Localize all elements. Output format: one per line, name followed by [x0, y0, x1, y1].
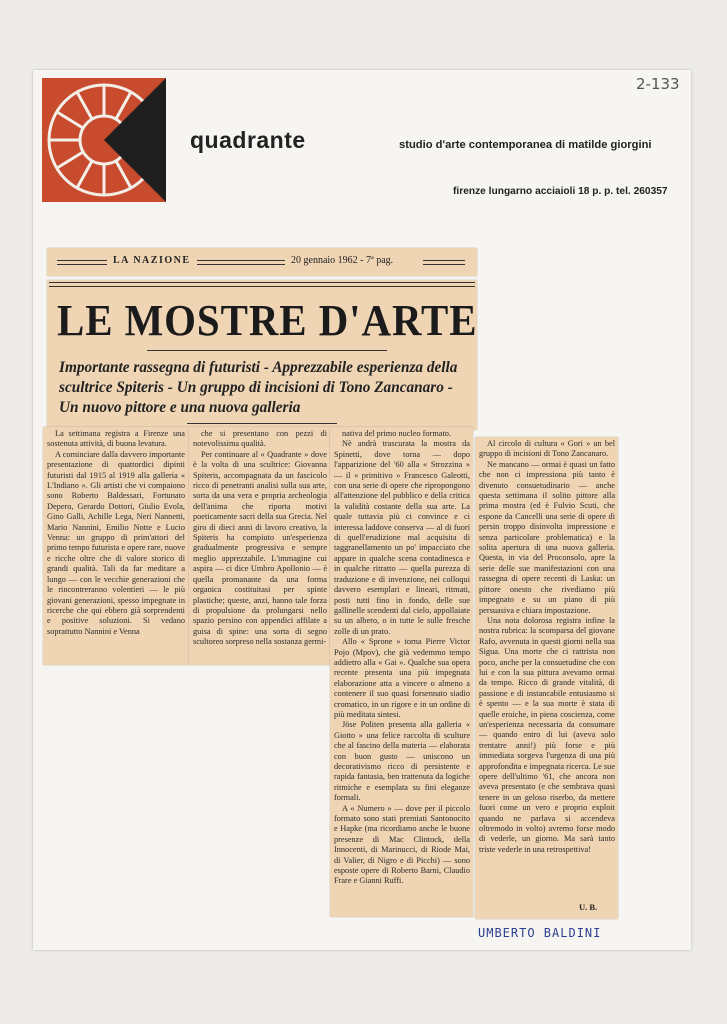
- newspaper-name: LA NAZIONE: [113, 255, 191, 266]
- paragraph: Nè andrà trascurata la mostra da Spinetti, dove torna — dopo l'apparizione del '60 alla « Strozzina » — il « primitivo » Francesco Galeotti, con una serie di opere che ripropongono all'attenzione del pubblico e della critica la validità costante della sua arte. La quale tuttavia più ci convince e ci interessa laddove conserva — al di fuori di quell'erudizione mal acquisita di taggranellamento un po' impacciato che appare in qualche scena contadinesca e in qualche ritratto — quella purezza di traduzione e di invenzione, nei colloqui davvero esemplari e lineari, ritmati, posti tutti fino in fondo, delle sue gallinelle scendenti dal cielo, appollaiate su un albero, o in tutte le sulle fresche zolle di un prato.: [334, 439, 470, 636]
- paragraph: che si presentano con pezzi di notevolissima qualità.: [193, 429, 327, 449]
- clipping-masthead: [47, 248, 477, 276]
- article-column-1: [43, 427, 189, 665]
- headline-rule: [147, 350, 387, 351]
- masthead-rule: [57, 260, 107, 265]
- newspaper-date: 20 gennaio 1962 - 7ª pag.: [291, 255, 394, 266]
- subhead-rule: [187, 423, 337, 424]
- paragraph: Ne mancano — ormai è quasi un fatto che non ci impressiona più tanto è divenuto consuetudinario — anche questa settimana il solito pittore alla prima mostra (ed è Fulvio Scuti, che espone da Cancelli una serie di opere di persin troppo disinvolta impressione e senza particolare problematica) e la solita apertura di una nuova galleria. Questa, in via del Proconsolo, apre la serie delle sue manifestazioni con una rassegna di opere recenti di Laska: un pittore onesto che rivediamo più impegnato e su un piano di più persuasiva e chiara impostazione.: [479, 459, 615, 615]
- title-rule: [49, 282, 475, 287]
- paragraph: Una nota dolorosa registra infine la nostra rubrica: la scomparsa del giovane Rafo, avvenuta in questi giorni nella sua Sigua. Una morte che ci rattrista non poco, anche per la consuetudine che con lui e con la sua pittura avevamo ormai da tempo. Ricco di grande vitalità, di passione e di instancabile entusiasmo si è spento — e la sua morte è stata di quelle eroiche, in piena coscienza, come un'esperienza necessaria da consumare — quando entro di lui (aveva solo trentatre anni!) più forse e più immediata sorgeva l'urgenza di una più approfondita e impegnata ricerca. Le sue opere dell'ultimo '61, che ancora non aveva presentato (e che sembrava quasi tenere in un geloso riserbo, da mettere fuori come un vero e proprio exploit quando ne parlava si accendeva oltremodo in volto) avremo forse modo di vederle, un giorno. Ma sarà tanto triste vederle in una retrospettiva!: [479, 615, 615, 854]
- article-subheadline: Importante rassegna di futuristi - Apprezzabile esperienza della scultrice Spiteris - Un gruppo di incisioni di Tono Zancanaro - Un nuovo pittore e una nuova galleria: [59, 359, 458, 416]
- paragraph: Jöse Politen presenta alla galleria « Giotto » una felice raccolta di sculture che al fascino della materia — elaborata con buon gusto — uniscono un decorativismo ricco di persistente e rapida fantasia, ben trattenuta da logiche ritmiche e esemplata su fini eleganze formali.: [334, 720, 470, 803]
- studio-name: studio d'arte contemporanea di matilde giorgini: [399, 139, 652, 151]
- masthead-rule: [423, 260, 465, 265]
- paragraph: A cominciare dalla davvero importante presentazione di quattordici dipinti futuristi dal 1915 al 1919 alla galleria « L'Indiano ». Gli artisti che vi compaiono sono Roberto Baldessari, Fortunato Depero, Gerardo Dottori, Giulio Evola, Gino Galli, Achille Lega, Neri Nannetti, Mario Nannini, Emilio Notte e Lucio Venna: un gruppo di prim'attori del primo tempo futurista e opere rare, nuove e ricche oltre che di valore storico di grandi qualità. Tali da far meditare a lungo — con le vecchie generazioni che le rincontreranno volentieri — le più giovani generazioni, spesso impegnate in ricerche che qui ebbero già sorprendenti e positive soluzioni. Si vedano soprattutto Nannini e Venna: [47, 449, 185, 636]
- archive-number: 2-133: [636, 75, 680, 93]
- paragraph: A « Numero » — dove per il piccolo formato sono stati premiati Santonocito e Hapke (ma ricordiamo anche le buone presenze di Mac Clintock, della Innocenti, di Marinucci, di Riode Mai, di Valier, di Nigro e di Picchi) — sono esposte opere di Roberto Barni, Claudio Frare e Gianni Ruffi.: [334, 803, 470, 886]
- brand-name: quadrante: [190, 127, 306, 153]
- quadrante-logo: [42, 78, 166, 202]
- studio-address: firenze lungarno acciaioli 18 p. p. tel. 260357: [453, 186, 668, 197]
- masthead-rule: [197, 260, 285, 265]
- paragraph: nativa del primo nucleo formato.: [342, 429, 451, 438]
- article-column-2: [189, 427, 330, 665]
- article-headline: LE MOSTRE D'ARTE: [57, 296, 478, 345]
- clipping-title-block: [47, 280, 477, 430]
- paragraph: Allo « Sprone » torna Pierre Victor Pojo (Mpov), che già vedemmo tempo addietro alla « Gai ». Qualche sua opera recente presenta una più impegnata elaborazione atta a vincere o almeno a contenere il suo quasi forsennato siadio cromatico, in un rigore e in un ordine di più meditata sintesi.: [334, 637, 470, 719]
- article-column-4: [475, 437, 618, 919]
- paragraph: La settimana registra a Firenze una sostenuta attività, di buona levatura.: [47, 429, 185, 449]
- paragraph: Per continuare al « Quadrante » dove è la volta di una scultrice: Giovanna Spiteris, accompagnata da un fascicolo ricco di penetranti analisi sulla sua arte, sorta da una vera e propria archeologia dell'anima che riporta motivi poeticamente sacri della sua Grecia. Nel giro di dieci anni di lavoro creativo, la Spiteris ha compiuto un'esperienza gradualmente progressiva e sempre meglio apprezzabile. L'immagine cui aspira — ci dice Umbro Apollonio — è quella promanante da una forma organica costituitasi per spinte plastiche; queste, anzi, hanno tale forza di propulsione da prolungarsi nello spazio persino con appendici affilate a guisa di spine: una sorta di segno scultoreo sorpreso nella sostanza germi-: [193, 449, 327, 647]
- handwritten-author: UMBERTO BALDINI: [478, 926, 602, 940]
- article-column-3: [330, 427, 473, 917]
- article-signature: U. B.: [579, 902, 598, 912]
- paragraph: Al circolo di cultura « Gori » un bel gruppo di incisioni di Tono Zancanaro.: [479, 439, 615, 459]
